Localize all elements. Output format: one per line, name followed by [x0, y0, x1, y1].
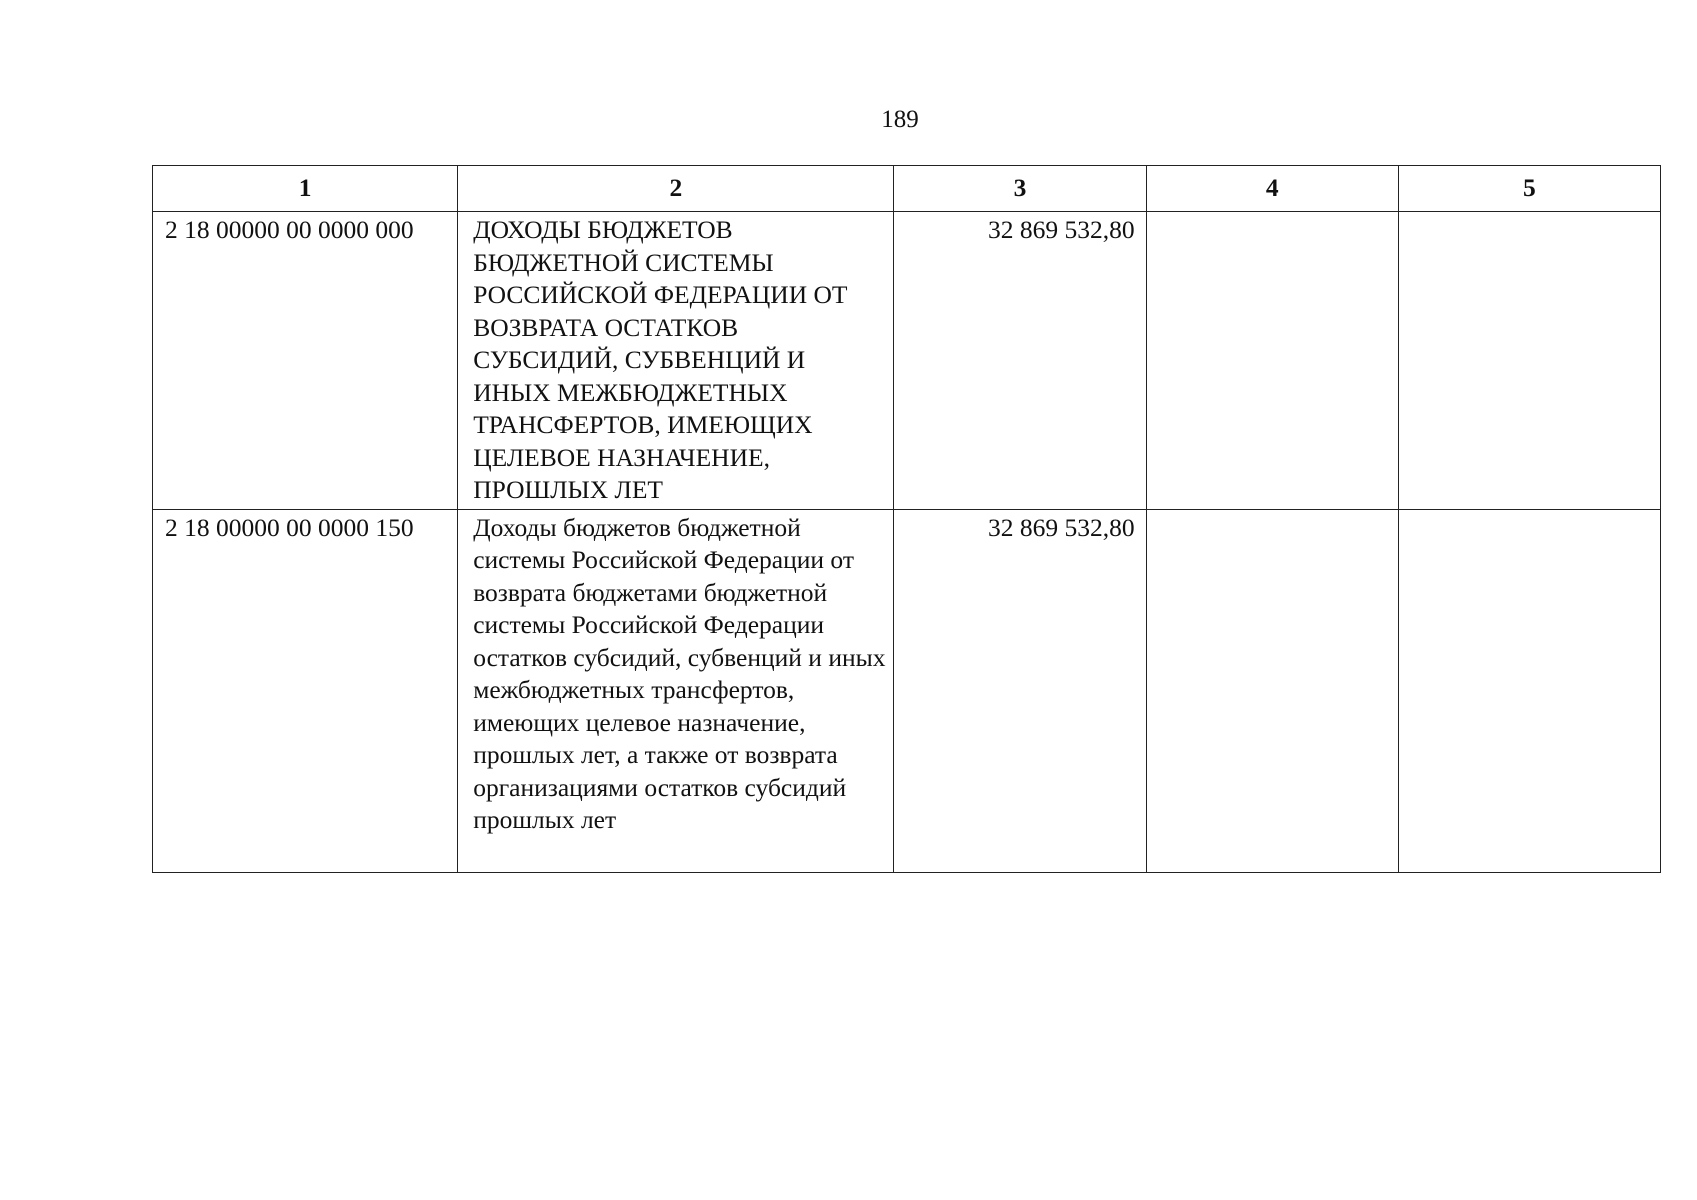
budget-classification-code: 2 18 00000 00 0000 150 — [153, 509, 458, 872]
column-header-2: 2 — [458, 166, 894, 212]
empty-cell-col5 — [1398, 212, 1660, 510]
empty-cell-col4 — [1146, 212, 1398, 510]
empty-cell-col4 — [1146, 509, 1398, 872]
empty-cell-col5 — [1398, 509, 1660, 872]
revenue-name: Доходы бюджетов бюджетной системы Российской Федерации от возврата бюджетами бюджетной системы Российской Федерации остатков субсидий, субвенций и иных межбюджетных трансфертов, имеющих целевое назначение, прошлых лет, а также от возврата организациями остатков субсидий прошлых лет — [458, 509, 894, 872]
column-header-1: 1 — [153, 166, 458, 212]
table-row — [153, 212, 1661, 510]
amount-cell: 32 869 532,80 — [894, 212, 1146, 510]
column-header-3: 3 — [894, 166, 1146, 212]
budget-revenue-table — [152, 165, 1661, 873]
column-header-5: 5 — [1398, 166, 1660, 212]
budget-classification-code: 2 18 00000 00 0000 000 — [153, 212, 458, 510]
table-header-row — [153, 166, 1661, 212]
table-row — [153, 509, 1661, 872]
revenue-name: ДОХОДЫ БЮДЖЕТОВ БЮДЖЕТНОЙ СИСТЕМЫ РОССИЙСКОЙ ФЕДЕРАЦИИ ОТ ВОЗВРАТА ОСТАТКОВ СУБСИДИЙ, СУБВЕНЦИЙ И ИНЫХ МЕЖБЮДЖЕТНЫХ ТРАНСФЕРТОВ, ИМЕЮЩИХ ЦЕЛЕВОЕ НАЗНАЧЕНИЕ, ПРОШЛЫХ ЛЕТ — [458, 212, 894, 510]
amount-cell: 32 869 532,80 — [894, 509, 1146, 872]
column-header-4: 4 — [1146, 166, 1398, 212]
page-number: 189 — [881, 106, 919, 133]
